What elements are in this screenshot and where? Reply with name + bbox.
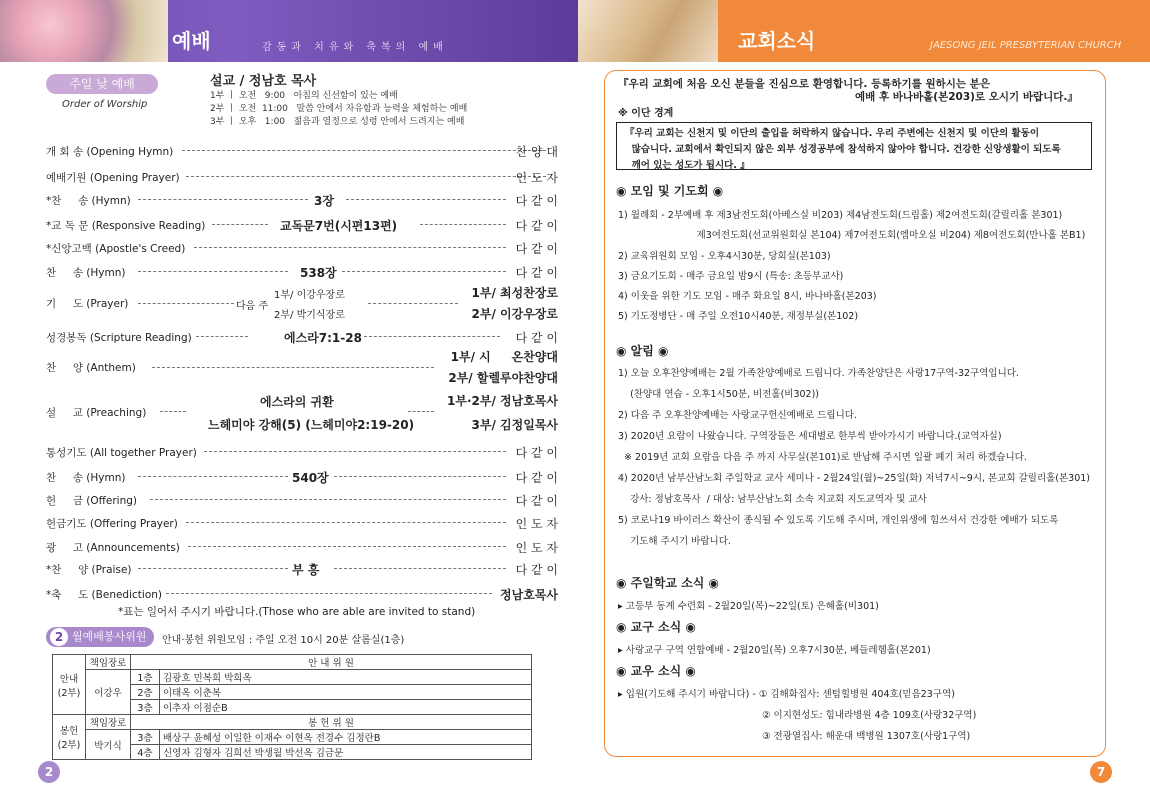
order-row (46, 466, 558, 486)
order-label: 찬 양 (Anthem) (46, 362, 136, 374)
order-row (46, 261, 558, 281)
order-leader: 다 같 이 (515, 471, 558, 485)
prayer-2: 2부/ 박기식장로 (274, 310, 345, 321)
school-item: ▸ 고등부 동계 수련회 - 2월20일(목)~22일(토) 은혜홀(비301) (618, 601, 879, 612)
notice-item: ※ 2019년 교회 요람을 다음 주 까지 사무실(본101)로 반납해 주시면 일괄 폐기 처리 하겠습니다. (618, 452, 1027, 463)
leader-dots (160, 411, 186, 412)
church-name: JAESONG JEIL PRESBYTERIAN CHURCH (930, 40, 1122, 51)
warning-line: 『우리 교회는 신천지 및 이단의 출입을 허락하지 않습니다. 우리 주변에는 신천지 및 이단의 활동이 (625, 128, 1040, 139)
section-meetings: ◉ 모임 및 기도회 ◉ (616, 184, 724, 198)
group-label: 봉헌 (2부) (53, 715, 86, 760)
prayer-leader-1: 1부/ 최성찬장로 (471, 286, 558, 300)
order-leader: 다 같 이 (515, 563, 558, 577)
leader-dots (166, 593, 492, 594)
leader-dots (138, 568, 288, 569)
order-label: *신앙고백 (Apostle's Creed) (46, 243, 186, 255)
meeting-item: 3) 금요기도회 - 매주 금요일 밤9시 (특송: 초등부교사) (618, 271, 844, 282)
notice-item: 기도해 주시기 바랍니다. (618, 536, 731, 547)
order-label: 성경봉독 (Scripture Reading) (46, 332, 192, 344)
heresy-warning-title: ※ 이단 경계 (618, 108, 674, 119)
volunteer-banner (46, 627, 154, 647)
leader-dots (188, 546, 506, 547)
order-row (46, 558, 558, 578)
order-label: *교 독 문 (Responsive Reading) (46, 220, 206, 232)
meeting-item: 2) 교육위원회 모임 - 오후4시30분, 당회실(본103) (618, 251, 831, 262)
order-row (46, 326, 558, 346)
leader-dots (342, 271, 506, 272)
notice-item: 2) 다음 주 오후찬양예배는 사랑교구헌신예배로 드립니다. (618, 410, 857, 421)
leader-dots (334, 568, 506, 569)
order-leader: 정남호목사 (500, 588, 558, 602)
order-leader: 다 같 이 (515, 331, 558, 345)
standing-note: *표는 일어서 주시기 바랍니다.(Those who are able are invited to stand) (118, 606, 476, 618)
leader-dots (182, 150, 546, 151)
order-leader: 다 같 이 (515, 446, 558, 460)
preacher-2: 3부/ 김정일목사 (471, 418, 558, 432)
order-detail: 교독문7번(시편13편) (280, 219, 398, 233)
leader-dots (194, 247, 506, 248)
volunteer-meeting: 안내·봉헌 위원모임 : 주일 오전 10시 20분 살롬실(1층) (162, 635, 405, 646)
decor-image (578, 0, 718, 62)
preaching-row (46, 392, 558, 436)
leader-dots (196, 336, 248, 337)
head-header: 책임장로 (86, 715, 131, 730)
order-row (46, 189, 558, 209)
member-item: ② 이지현성도: 힘내라병원 4층 109호(사랑32구역) (762, 710, 977, 721)
meeting-item: 5) 기도정병단 - 매 주일 오전10시40분, 재정부실(본102) (618, 311, 859, 322)
anthem-choir-1: 1부/ 시 온찬양대 (450, 350, 558, 364)
order-label: 통성기도 (All together Prayer) (46, 447, 197, 459)
leader-dots (346, 199, 506, 200)
leader-dots (186, 522, 506, 523)
leader-dots (138, 303, 234, 304)
warning-line: 깨어 있는 성도가 됩시다. 』 (625, 160, 750, 171)
floor: 3층 (131, 730, 160, 745)
month-number: 2 (50, 628, 68, 646)
head-header: 책임장로 (86, 655, 131, 670)
column-header: 봉 헌 위 원 (131, 715, 532, 730)
order-row (46, 583, 558, 603)
order-detail: 3장 (314, 194, 334, 208)
order-row (46, 536, 558, 556)
members: 이추자 이점순B (160, 700, 532, 715)
leader-dots (420, 224, 506, 225)
anthem-row (46, 348, 558, 390)
members: 배상구 윤혜성 이일한 이재수 이현옥 전경수 김정란B (160, 730, 532, 745)
order-label: 찬 송 (Hymn) (46, 472, 126, 484)
group-label: 안내 (2부) (53, 655, 86, 715)
section-members: ◉ 교우 소식 ◉ (616, 664, 696, 678)
leader-dots (334, 476, 506, 477)
prayer-row (46, 284, 558, 326)
prayer-leader-2: 2부/ 이강우장로 (471, 307, 558, 321)
section-parish: ◉ 교구 소식 ◉ (616, 620, 696, 634)
service-time: 2부 ㅣ 오전 11:00 말씀 안에서 자유함과 능력을 체험하는 예배 (210, 104, 468, 114)
section-sunday-school: ◉ 주일학교 소식 ◉ (616, 576, 720, 590)
leader-dots (186, 176, 546, 177)
leader-dots (408, 411, 434, 412)
sermon-series: 느헤미야 강해(5) (느헤미야2:19-20) (208, 418, 415, 432)
floor: 2층 (131, 685, 160, 700)
order-label: 예배기원 (Opening Prayer) (46, 172, 180, 184)
order-leader: 다 같 이 (515, 494, 558, 508)
members: 이태옥 이춘복 (160, 685, 532, 700)
parish-item: ▸ 사랑교구 구역 연합예배 - 2월20일(목) 오후7시30분, 베들레헴홀(본201) (618, 645, 931, 656)
order-label: 헌 금 (Offering) (46, 495, 138, 507)
order-row (46, 237, 558, 257)
head-elder: 박기식 (86, 730, 131, 760)
worship-pill: 주일 낮 예배 (46, 74, 158, 94)
order-leader: 인 도 자 (515, 171, 558, 185)
welcome-line-2: 예배 후 바나바홀(본203)로 오시기 바랍니다.』 (855, 91, 1078, 103)
member-item: ▸ 입원(기도해 주시기 바랍니다) - ① 김해화집사: 센텀힐병원 404호(믿음23구역) (618, 689, 955, 700)
order-detail: 에스라7:1-28 (284, 331, 362, 345)
floor: 1층 (131, 670, 160, 685)
leader-dots (364, 336, 500, 337)
order-label: 개 회 송 (Opening Hymn) (46, 146, 174, 158)
order-row (46, 441, 558, 461)
order-leader: 찬 양 대 (515, 145, 558, 159)
leader-dots (150, 499, 506, 500)
order-row (46, 214, 558, 234)
order-row (46, 489, 558, 509)
order-label: *축 도 (Benediction) (46, 589, 163, 601)
order-leader: 다 같 이 (515, 194, 558, 208)
order-row (46, 140, 558, 160)
sermon-title: 설교 / 정남호 목사 (210, 74, 317, 89)
notice-item: 강사: 정남호목사 / 대상: 남부산남노회 소속 지교회 지도교역자 및 교사 (618, 494, 927, 505)
floor: 3층 (131, 700, 160, 715)
page-number-left: 2 (38, 761, 60, 783)
section-notices: ◉ 알림 ◉ (616, 344, 669, 358)
right-header-title: 교회소식 (738, 29, 816, 53)
order-leader: 인 도 자 (515, 517, 558, 531)
preacher-1: 1부·2부/ 정남호목사 (447, 394, 558, 408)
volunteer-table (52, 654, 532, 760)
order-label: 찬 송 (Hymn) (46, 267, 126, 279)
prayer-lead: 다음 주 (236, 301, 269, 312)
order-row (46, 512, 558, 532)
anthem-choir-2: 2부/ 할렐루야찬양대 (448, 371, 558, 385)
notice-item: 1) 오늘 오후찬양예배는 2월 가족찬양예배로 드립니다. 가족찬양단은 사랑17구역-32구역입니다. (618, 368, 1019, 379)
notice-item: 5) 코로나19 바이러스 확산이 종식될 수 있도록 기도해 주시며, 개인위생에 힘쓰셔서 건강한 예배가 되도록 (618, 515, 1059, 526)
volunteer-title: 월예배봉사위원 (72, 630, 147, 643)
order-detail: 540장 (292, 471, 329, 485)
order-label: 기 도 (Prayer) (46, 298, 129, 310)
floor: 4층 (131, 745, 160, 760)
order-label: Order of Worship (62, 99, 148, 110)
meeting-item: 1) 월례회 - 2부예배 후 제3남전도회(아베스실 비203) 제4남전도회(드림홀) 제2여전도회(갈릴리홀 본301) (618, 210, 1063, 221)
notice-item: 3) 2020년 요람이 나왔습니다. 구역장들은 세대별로 한부씩 받아가시기 바랍니다.(교역자실) (618, 431, 1002, 442)
sermon-title-text: 에스라의 귀환 (260, 395, 334, 409)
leader-dots (138, 476, 288, 477)
service-time: 1부 ㅣ 오전 9:00 아침의 신선함이 있는 예배 (210, 91, 398, 101)
head-elder: 이강우 (86, 670, 131, 715)
order-detail: 부 흥 (292, 563, 320, 577)
meeting-item: 4) 이웃을 위한 기도 모임 - 매주 화요일 8시, 바나바홀(본203) (618, 291, 877, 302)
notice-item: 4) 2020년 남부산남노회 주일학교 교사 세미나 - 2월24일(월)~25일(화) 저녁7시~9시, 본교회 갈릴리홀(본301) (618, 473, 1091, 484)
leader-dots (138, 199, 308, 200)
prayer-1: 1부/ 이강우장로 (274, 290, 345, 301)
order-label: 광 고 (Announcements) (46, 542, 180, 554)
meeting-item: 제3여전도회(선교위원회실 본104) 제7여전도회(엠마오실 비204) 제8여전도회(만나홀 본B1) (618, 230, 1086, 241)
flower-image (0, 0, 168, 62)
leader-dots (152, 367, 434, 368)
leader-dots (368, 303, 458, 304)
leader-dots (204, 451, 506, 452)
order-leader: 다 같 이 (515, 266, 558, 280)
order-row (46, 166, 558, 186)
column-header: 안 내 위 원 (131, 655, 532, 670)
welcome-line-1: 『우리 교회에 처음 오신 분들을 진심으로 환영합니다. 등록하기를 원하시는 분은 (618, 78, 990, 90)
service-time: 3부 ㅣ 오후 1:00 젊음과 열정으로 성령 안에서 드려지는 예배 (210, 117, 465, 127)
leader-dots (138, 271, 288, 272)
order-detail: 538장 (300, 266, 337, 280)
leader-dots (212, 224, 268, 225)
member-item: ③ 전광열집사: 해운대 백병원 1307호(사랑1구역) (762, 731, 971, 742)
order-label: *찬 양 (Praise) (46, 564, 132, 576)
members: 김광호 민복희 박희옥 (160, 670, 532, 685)
notice-item: (찬양대 연습 - 오후1시50분, 비전홀(비302)) (618, 389, 819, 400)
order-label: 헌금기도 (Offering Prayer) (46, 518, 178, 530)
order-leader: 다 같 이 (515, 219, 558, 233)
page-number-right: 7 (1090, 761, 1112, 783)
left-header-title: 예배 (172, 29, 211, 53)
heresy-warning-box (616, 122, 1092, 170)
left-header-subtitle: 감동과 치유와 축복의 예배 (262, 42, 448, 53)
order-label: 설 교 (Preaching) (46, 407, 147, 419)
order-label: *찬 송 (Hymn) (46, 195, 131, 207)
warning-line: 많습니다. 교회에서 확인되지 않은 외부 성경공부에 참석하지 않아야 합니다. 건강한 신앙생활이 되도록 (625, 144, 1061, 155)
members: 신영자 김형자 김희선 박생월 박선옥 김금문 (160, 745, 532, 760)
order-leader: 다 같 이 (515, 242, 558, 256)
order-leader: 인 도 자 (515, 541, 558, 555)
